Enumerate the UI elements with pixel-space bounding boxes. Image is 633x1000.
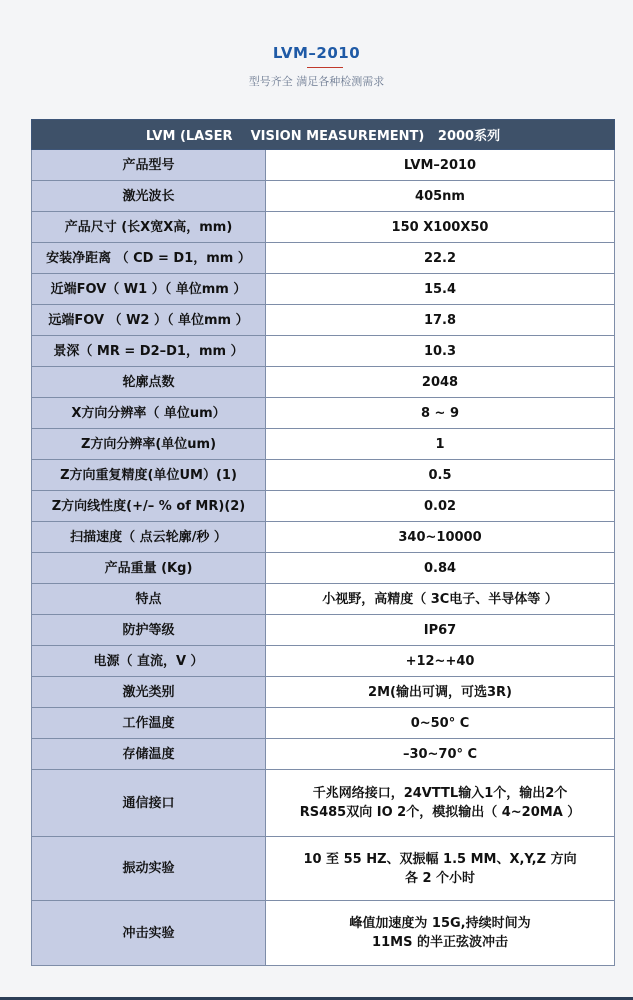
row-value: 0.5 (266, 460, 615, 491)
table-row-vibration (32, 837, 615, 901)
table-row (32, 677, 615, 708)
table-row (32, 491, 615, 522)
row-value: 405nm (266, 181, 615, 212)
row-value-line: 各 2 个小时 (404, 870, 476, 886)
row-label: 存储温度 (32, 739, 266, 770)
table-header-row (32, 120, 615, 150)
row-label: 工作温度 (32, 708, 266, 739)
table-row (32, 150, 615, 181)
row-label: 激光类别 (32, 677, 266, 708)
row-value-line: 千兆网络接口，24VTTL输入1个，输出2个 (312, 786, 568, 801)
title-underline (307, 67, 343, 68)
table-body (32, 150, 615, 966)
row-label: 防护等级 (32, 615, 266, 646)
row-value-line: 11MS 的半正弦波冲击 (372, 935, 508, 950)
row-value: 22.2 (266, 243, 615, 274)
row-label: 通信接口 (32, 770, 266, 837)
table-row (32, 739, 615, 770)
row-value-line: RS485双向 IO 2个，模拟输出（ 4~20MA ） (299, 805, 581, 820)
table-row (32, 336, 615, 367)
row-value: 1 (266, 429, 615, 460)
row-value: 0.84 (266, 553, 615, 584)
row-value: –30~70° C (266, 739, 615, 770)
row-label: 近端FOV（ W1 ）（ 单位mm ） (32, 274, 266, 305)
row-label: 扫描速度（ 点云轮廓/秒 ） (32, 522, 266, 553)
row-value: 0.02 (266, 491, 615, 522)
row-label: 景深（ MR = D2–D1，mm ） (32, 336, 266, 367)
row-value: 10.3 (266, 336, 615, 367)
row-value: 2M(输出可调，可选3R) (266, 677, 615, 708)
row-value: +12~+40 (266, 646, 615, 677)
row-value: 15.4 (266, 274, 615, 305)
table-row (32, 305, 615, 336)
table-row (32, 522, 615, 553)
page-title: LVM–2010 (272, 44, 361, 62)
row-value: 8 ~ 9 (266, 398, 615, 429)
row-value: 小视野，高精度（ 3C电子、半导体等 ） (266, 584, 615, 615)
row-label: Z方向重复精度(单位UM）(1) (32, 460, 266, 491)
row-label: Z方向线性度(+/– % of MR)(2) (32, 491, 266, 522)
table-row (32, 615, 615, 646)
table-row (32, 708, 615, 739)
table-row (32, 460, 615, 491)
page-subtitle: 型号齐全 满足各种检测需求 (248, 75, 385, 88)
row-value: 0~50° C (266, 708, 615, 739)
row-label: 产品重量 (Kg) (32, 553, 266, 584)
table-row (32, 429, 615, 460)
table-row (32, 181, 615, 212)
table-row (32, 584, 615, 615)
row-value-line: 10 至 55 HZ、双振幅 1.5 MM、X,Y,Z 方向 (303, 851, 577, 867)
row-label: X方向分辨率（ 单位um） (32, 398, 266, 429)
row-value (266, 837, 615, 901)
row-label: 产品尺寸 (长X宽X高，mm) (32, 212, 266, 243)
row-label: Z方向分辨率(单位um) (32, 429, 266, 460)
row-value: 150 X100X50 (266, 212, 615, 243)
table-row (32, 646, 615, 677)
row-value: 340~10000 (266, 522, 615, 553)
row-label: 特点 (32, 584, 266, 615)
table-row (32, 367, 615, 398)
table-row-shock (32, 901, 615, 966)
row-value: IP67 (266, 615, 615, 646)
row-label: 产品型号 (32, 150, 266, 181)
row-value (266, 770, 615, 837)
row-value (266, 901, 615, 966)
table-title: LVM (LASER VISION MEASUREMENT) 2000系列 (32, 120, 615, 150)
row-value: 17.8 (266, 305, 615, 336)
table-row (32, 274, 615, 305)
row-label: 远端FOV （ W2 ）（ 单位mm ） (32, 305, 266, 336)
row-label: 振动实验 (32, 837, 266, 901)
row-label: 电源（ 直流，V ） (32, 646, 266, 677)
row-label: 轮廓点数 (32, 367, 266, 398)
table-row-comm (32, 770, 615, 837)
spec-table (31, 119, 615, 966)
row-label: 安装净距离 （ CD = D1，mm ） (32, 243, 266, 274)
table-row (32, 553, 615, 584)
row-value: 2048 (266, 367, 615, 398)
row-label: 激光波长 (32, 181, 266, 212)
row-value: LVM–2010 (266, 150, 615, 181)
table-row (32, 243, 615, 274)
table-row (32, 212, 615, 243)
row-value-line: 峰值加速度为 15G,持续时间为 (349, 916, 531, 931)
row-label: 冲击实验 (32, 901, 266, 966)
table-row (32, 398, 615, 429)
